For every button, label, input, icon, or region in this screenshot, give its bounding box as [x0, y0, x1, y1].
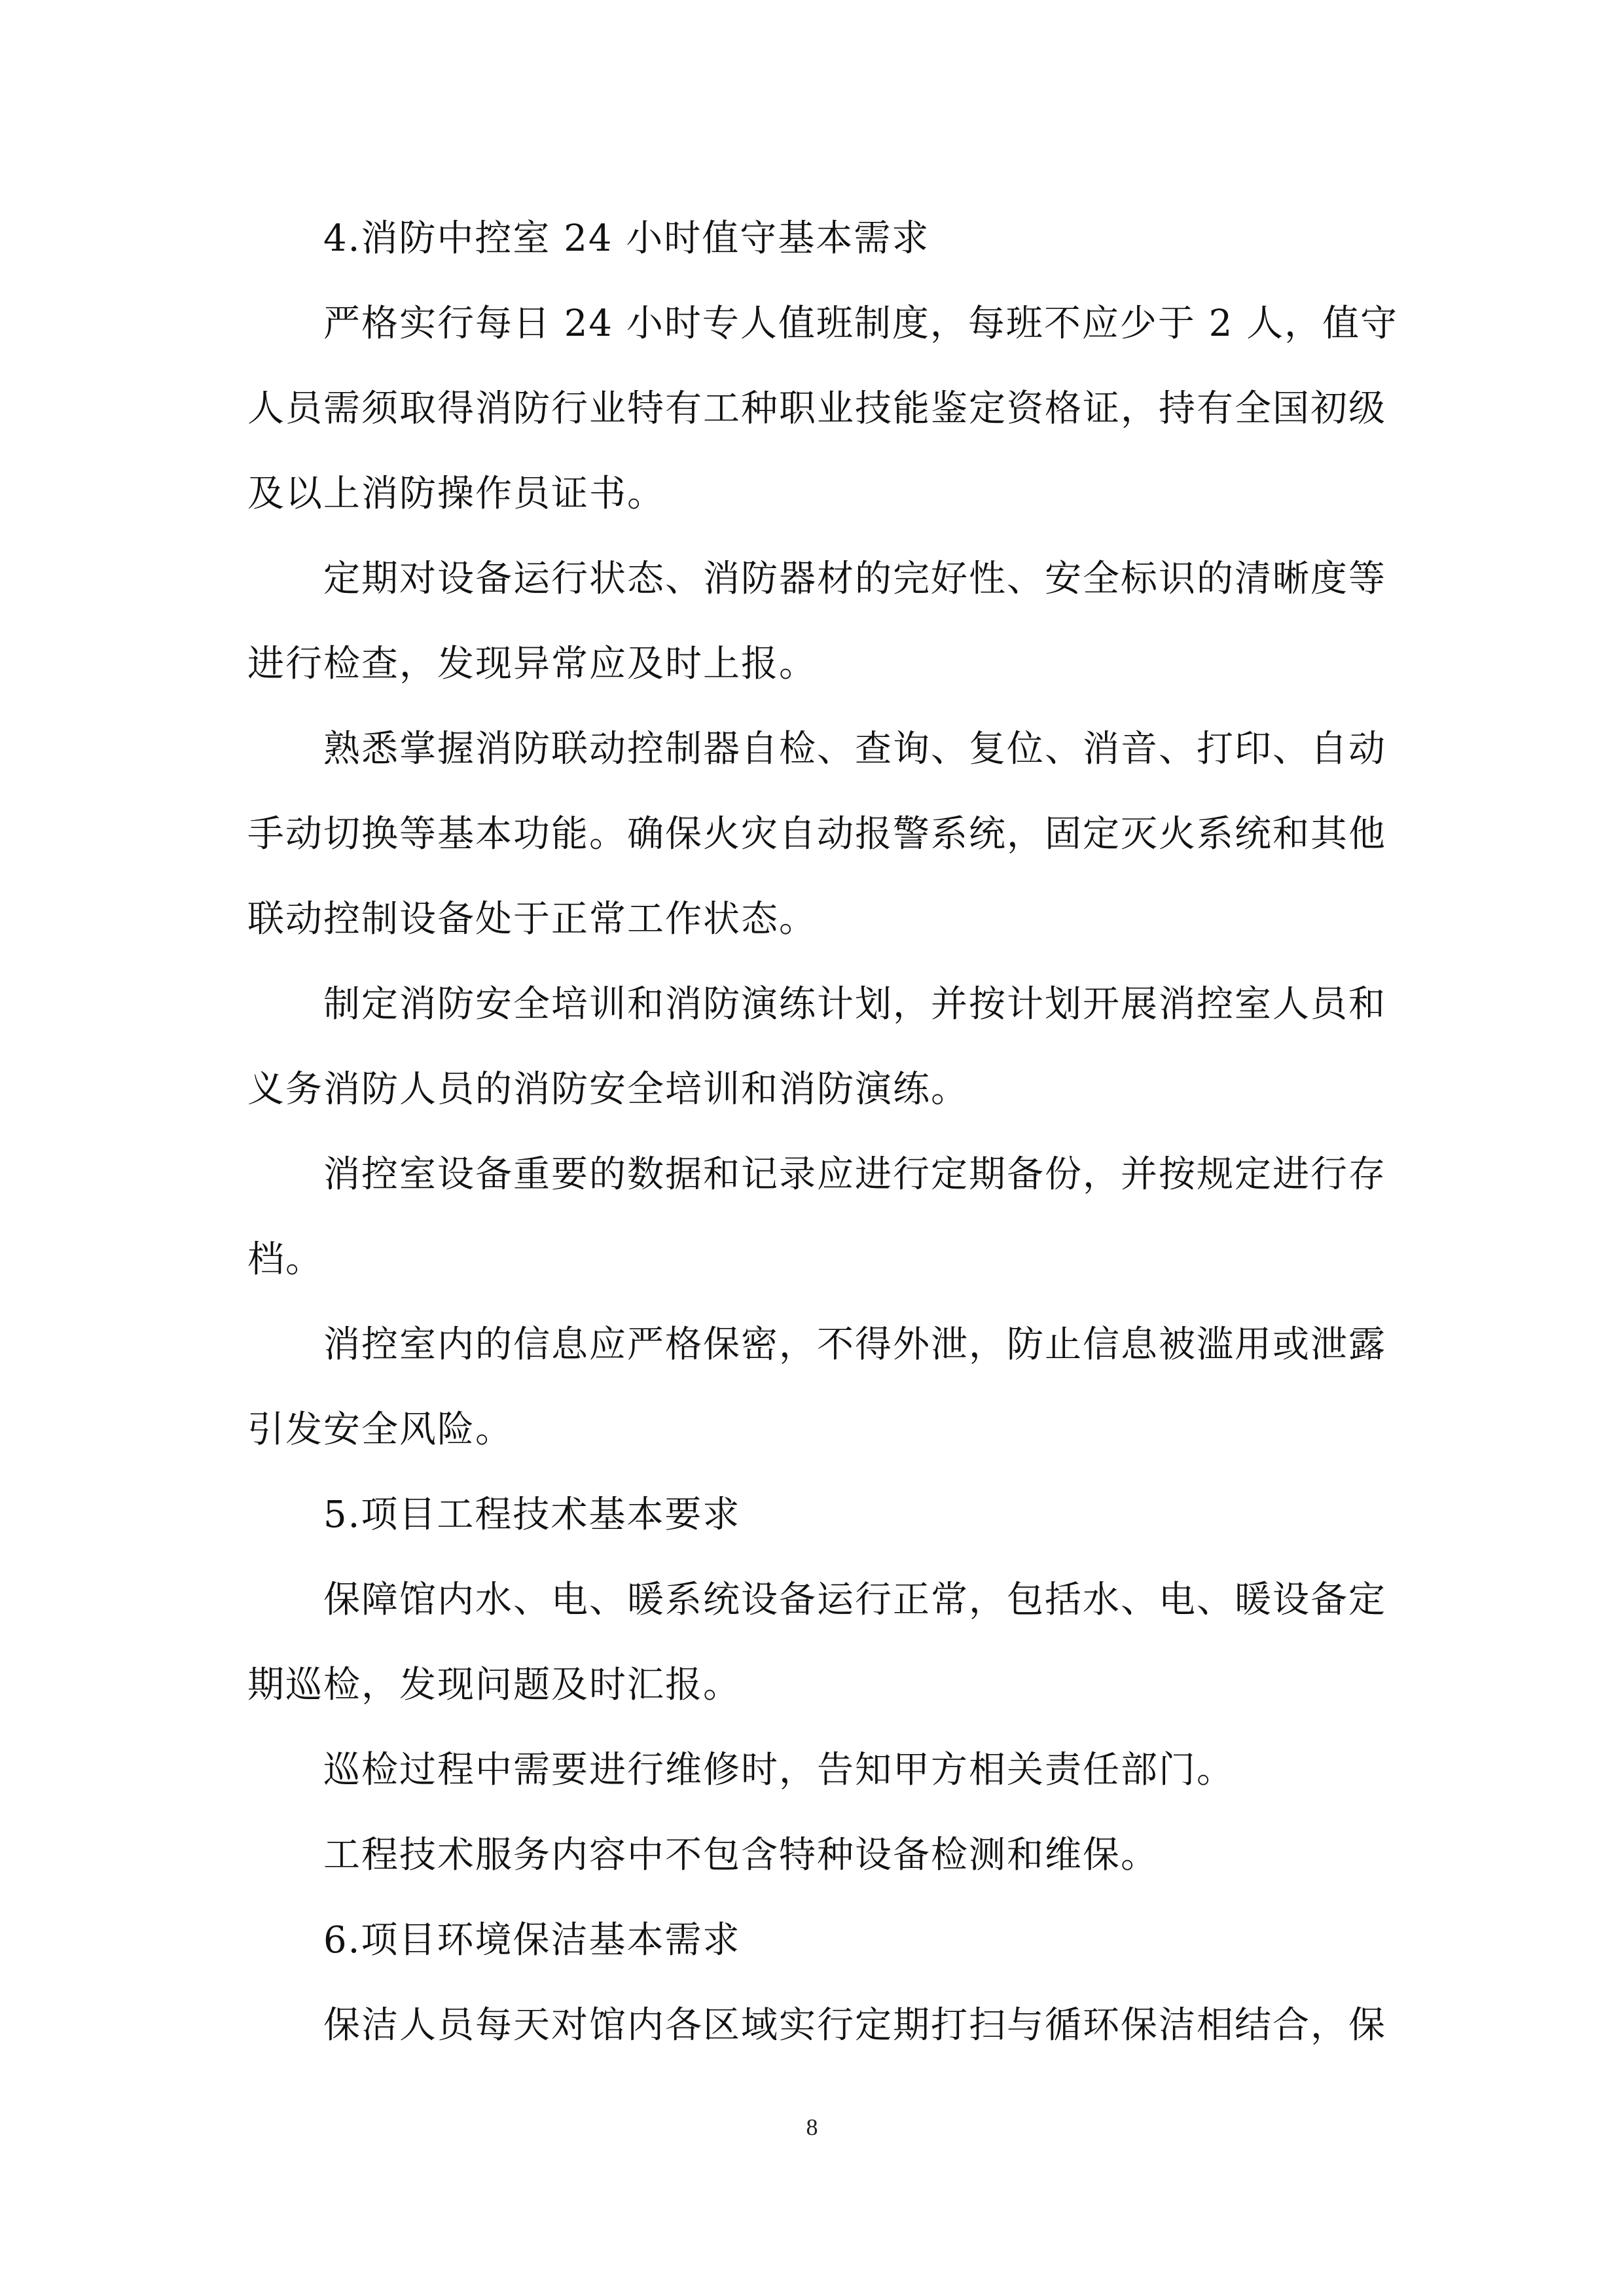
- paragraph-line: 制定消防安全培训和消防演练计划，并按计划开展消控室人员和: [323, 983, 1386, 1026]
- paragraph-line: 及以上消防操作员证书。: [247, 473, 665, 515]
- page-number: 8: [806, 2114, 818, 2140]
- paragraph-line: 义务消防人员的消防安全培训和消防演练。: [247, 1068, 969, 1111]
- paragraph-line: 进行检查，发现异常应及时上报。: [247, 643, 817, 685]
- paragraph-line: 定期对设备运行状态、消防器材的完好性、安全标识的清晰度等: [323, 558, 1386, 600]
- paragraph-line: 期巡检，发现问题及时汇报。: [247, 1664, 741, 1706]
- paragraph-line: 手动切换等基本功能。确保火灾自动报警系统，固定灭火系统和其他: [247, 813, 1386, 855]
- paragraph-line: 消控室设备重要的数据和记录应进行定期备份，并按规定进行存: [323, 1153, 1386, 1196]
- section-heading-engineering: 5.项目工程技术基本要求: [323, 1494, 741, 1536]
- paragraph-line: 消控室内的信息应严格保密，不得外泄，防止信息被滥用或泄露: [323, 1323, 1386, 1366]
- paragraph-line: 熟悉掌握消防联动控制器自检、查询、复位、消音、打印、自动: [323, 728, 1386, 770]
- paragraph-line: 档。: [247, 1238, 323, 1281]
- paragraph-line: 人员需须取得消防行业特有工种职业技能鉴定资格证，持有全国初级: [247, 387, 1386, 430]
- paragraph-line: 工程技术服务内容中不包含特种设备检测和维保。: [323, 1834, 1159, 1876]
- paragraph-line: 保障馆内水、电、暖系统设备运行正常，包括水、电、暖设备定: [323, 1579, 1386, 1621]
- paragraph-line: 巡检过程中需要进行维修时，告知甲方相关责任部门。: [323, 1749, 1235, 1791]
- section-heading-fire-control-room: 4.消防中控室 24 小时值守基本需求: [323, 217, 930, 260]
- paragraph-line: 严格实行每日 24 小时专人值班制度，每班不应少于 2 人，值守: [323, 302, 1399, 345]
- section-heading-cleaning: 6.项目环境保洁基本需求: [323, 1919, 741, 1962]
- paragraph-line: 引发安全风险。: [247, 1408, 513, 1451]
- paragraph-line: 保洁人员每天对馆内各区域实行定期打扫与循环保洁相结合，保: [323, 2004, 1386, 2047]
- paragraph-line: 联动控制设备处于正常工作状态。: [247, 898, 817, 941]
